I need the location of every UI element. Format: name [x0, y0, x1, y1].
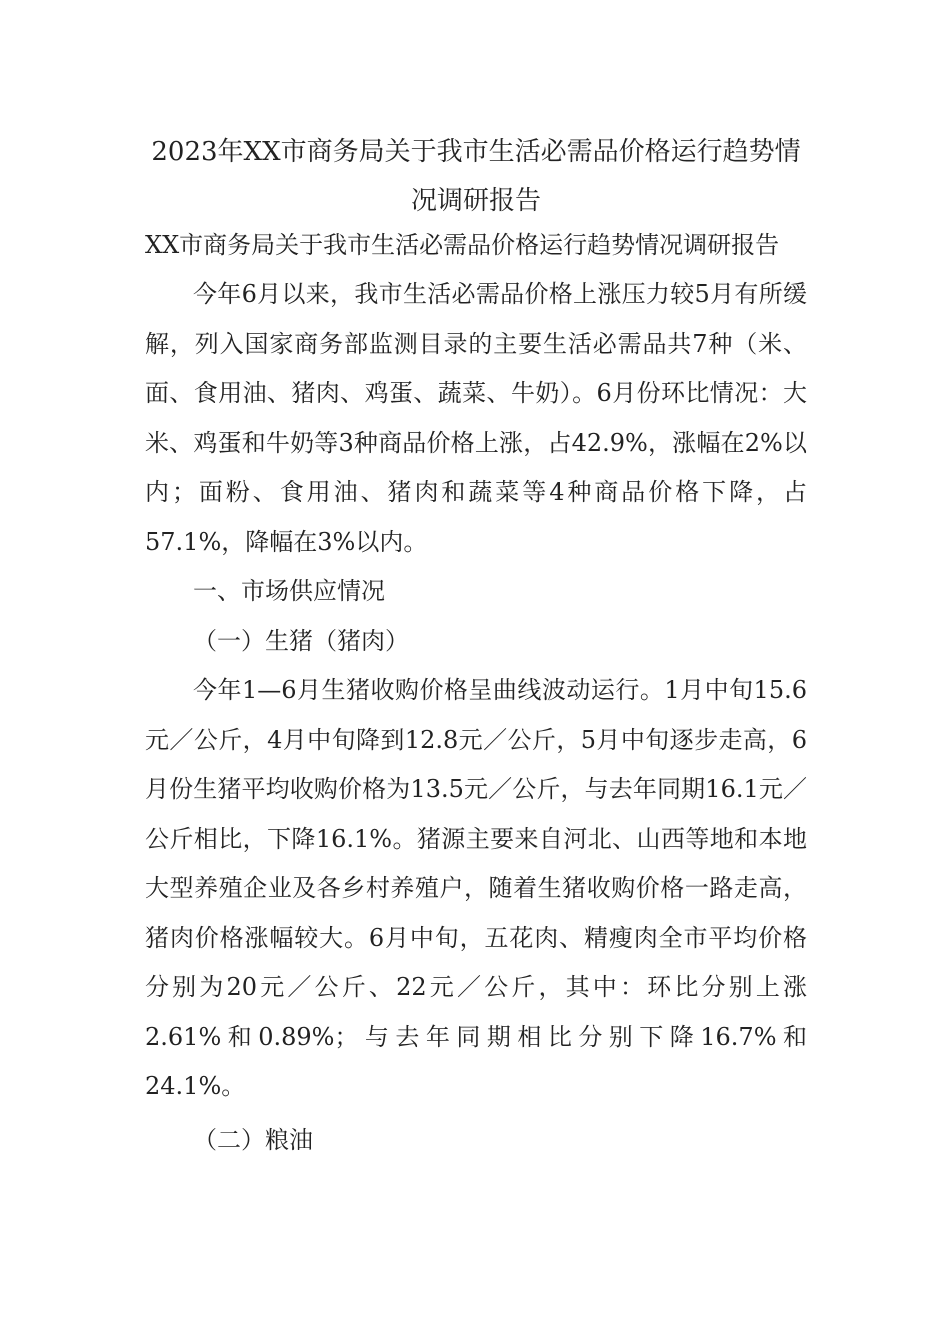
pork-paragraph: 今年1—6月生猪收购价格呈曲线波动运行。1月中旬15.6元／公斤，4月中旬降到12.8元／公斤，5月中旬逐步走高，6月份生猪平均收购价格为13.5元／公斤，与去年同期16.1元／公斤相比，下降16.1%。猪源主要来自河北、山西等地和本地大型养殖企业及各乡村养殖户，随着生猪收购价格一路走高，猪肉价格涨幅较大。6月中旬，五花肉、精瘦肉全市平均价格分别为20元／公斤、22元／公斤，其中：环比分别上涨2.61%和0.89%；与去年同期相比分别下降16.7%和24.1%。: [145, 676, 807, 1100]
document-subtitle: XX市商务局关于我市生活必需品价格运行趋势情况调研报告: [145, 231, 780, 259]
document-page: [145, 128, 807, 1165]
subsection-heading-grain-oil: （二）粮油: [193, 1125, 313, 1154]
title-line-2: 况调研报告: [410, 186, 541, 216]
subsection-heading-pork: （一）生猪（猪肉）: [193, 626, 409, 655]
section-heading-market-supply: 一、市场供应情况: [193, 577, 385, 605]
intro-paragraph: 今年6月以来，我市生活必需品价格上涨压力较5月有所缓解，列入国家商务部监测目录的主要生活必需品共7种（米、面、食用油、猪肉、鸡蛋、蔬菜、牛奶）。6月份环比情况：大米、鸡蛋和牛奶等3种商品价格上涨，占42.9%，涨幅在2%以内；面粉、食用油、猪肉和蔬菜等4种商品价格下降，占57.1%，降幅在3%以内。: [145, 280, 807, 556]
document-title: [145, 128, 807, 226]
title-line-1: 2023年XX市商务局关于我市生活必需品价格运行趋势情: [151, 137, 801, 167]
